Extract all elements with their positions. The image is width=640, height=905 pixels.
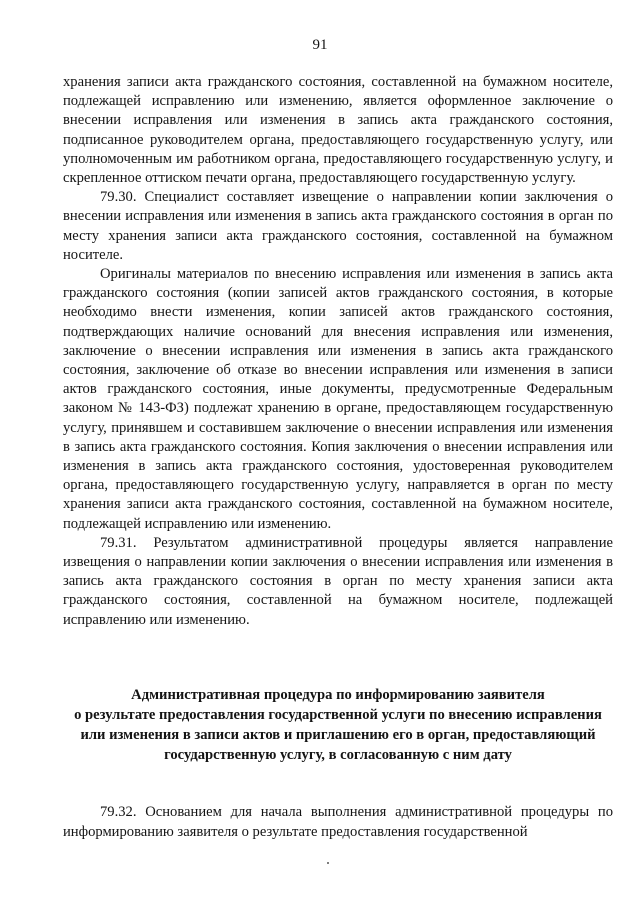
heading-line: о результате предоставления государственной услуги по внесению исправления [74,707,602,723]
body-text [63,73,613,630]
paragraph-79-31: 79.31. Результатом административной процедуры является направление извещения о направлении копии заключения о внесении исправления или изменения в запись акта гражданского состояния в орган по месту хранения записи акта гражданского состояния, составленной на бумажном носителе, подлежащей исправлению или изменению. [63,534,613,628]
paragraph-79-32: 79.32. Основанием для начала выполнения административной процедуры по информированию заявителя о результате предоставления государственной [63,804,613,840]
paragraph-continuation: хранения записи акта гражданского состояния, составленной на бумажном носителе, подлежащей исправлению или изменению, является оформленное заключение о внесении исправления или изменения в запись акта гражданского состояния, подписанное руководителем органа, предоставляющего государственную услугу, или уполномоченным им работником органа, предоставляющего государственную услугу, и скрепленное оттиском печати органа, предоставляющего государственную услугу. [63,74,613,187]
section-heading [58,685,618,765]
scan-speck [327,862,329,864]
heading-line: или изменения в записи актов и приглашению его в орган, предоставляющий [80,727,596,743]
paragraph-originals: Оригиналы материалов по внесению исправления или изменения в запись акта гражданского состояния (копии записей актов гражданского состояния, в которые необходимо внести изменения, копии записей актов гражданского состояния, подтверждающих наличие оснований для внесения исправления или изменения, заключение о внесении исправления или изменения в запись акта гражданского состояния, заключение об отказе во внесении исправления или изменения в записи актов гражданского состояния, иные документы, предусмотренные Федеральным законом № 143-ФЗ) подлежат хранению в органе, предоставляющем государственную услугу, принявшем и составившем заключение о внесении исправления или изменения в запись акта гражданского состояния. Копия заключения о внесении исправления или изменения в запись акта гражданского состояния, удостоверенная руководителем органа, предоставляющего государственную услугу, направляется в орган по месту хранения записи акта гражданского состояния, составленной на бумажном носителе, подлежащей исправлению или изменению. [63,266,613,532]
page-number: 91 [312,37,328,53]
paragraph-79-30: 79.30. Специалист составляет извещение о направлении копии заключения о внесении исправления или изменения в запись акта гражданского состояния в орган по месту хранения записи акта гражданского состояния, составленной на бумажном носителе. [63,189,613,263]
tail-text [63,802,613,842]
heading-line: Административная процедура по информированию заявителя [131,687,545,703]
heading-line: государственную услугу, в согласованную с ним дату [164,747,512,763]
